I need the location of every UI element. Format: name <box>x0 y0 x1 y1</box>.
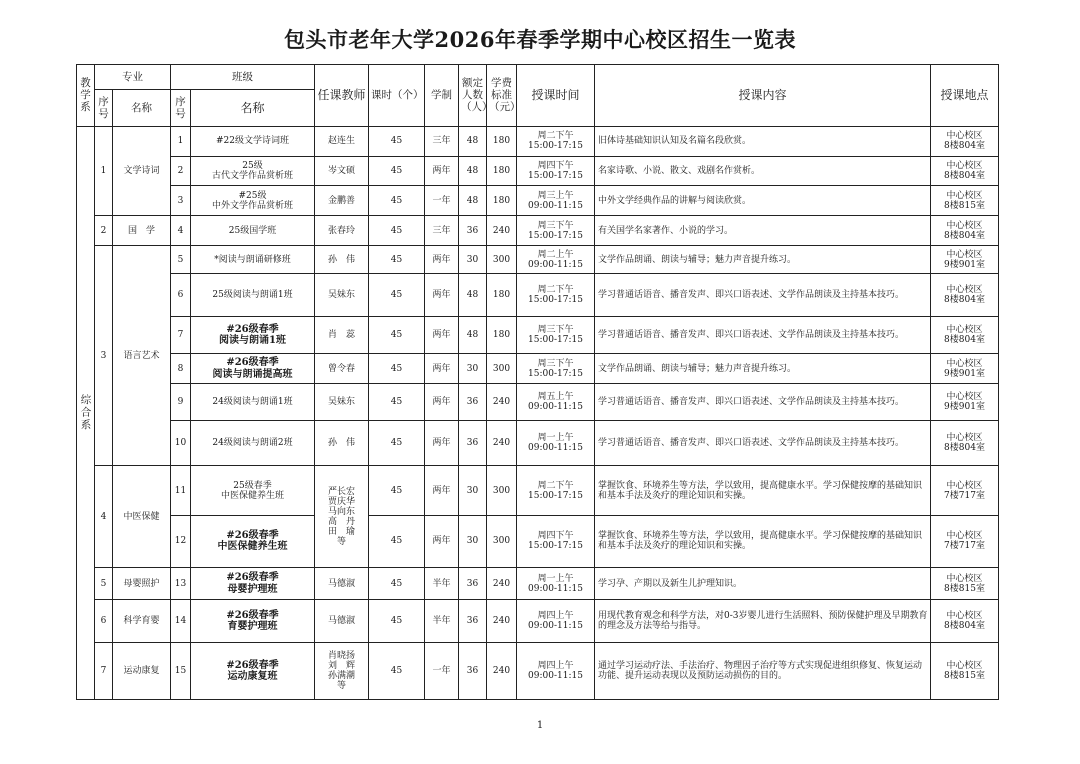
course-content: 学习普通话语音、播音发声、即兴口语表述、文学作品朗读及主持基本技巧。 <box>595 273 931 316</box>
page-title: 包头市老年大学2026年春季学期中心校区招生一览表 <box>284 27 796 52</box>
location: 中心校区 7楼717室 <box>931 515 999 567</box>
class-no: 4 <box>171 216 191 246</box>
duration: 两年 <box>425 317 459 354</box>
fee: 180 <box>487 186 517 216</box>
class-no: 5 <box>171 246 191 274</box>
fee: 240 <box>487 384 517 421</box>
fee: 300 <box>487 466 517 515</box>
major-no: 4 <box>95 466 113 568</box>
fee: 240 <box>487 216 517 246</box>
duration: 两年 <box>425 466 459 515</box>
location: 中心校区 9楼901室 <box>931 246 999 274</box>
fee: 300 <box>487 246 517 274</box>
fee: 240 <box>487 568 517 600</box>
major-name: 科学育婴 <box>113 600 171 643</box>
quota: 30 <box>459 515 487 567</box>
class-no: 1 <box>171 126 191 156</box>
location: 中心校区 8楼815室 <box>931 568 999 600</box>
table-row <box>77 421 999 466</box>
quota: 30 <box>459 246 487 274</box>
class-name: #22级文学诗词班 <box>191 126 315 156</box>
course-content: 有关国学名家著作、小说的学习。 <box>595 216 931 246</box>
major-name: 母婴照护 <box>113 568 171 600</box>
class-time: 周一上午 09:00-11:15 <box>517 421 595 466</box>
header-class-name: 名称 <box>191 89 315 126</box>
header-major: 专业 <box>95 65 171 90</box>
teacher: 肖晓扬 刘 辉 孙满潮 等 <box>315 643 369 700</box>
duration: 三年 <box>425 126 459 156</box>
table-row <box>77 568 999 600</box>
quota: 48 <box>459 317 487 354</box>
header-quota: 额定人数（人） <box>459 65 487 127</box>
hours: 45 <box>369 216 425 246</box>
major-name: 中医保健 <box>113 466 171 568</box>
major-no: 6 <box>95 600 113 643</box>
class-time: 周二下午 15:00-17:15 <box>517 126 595 156</box>
hours: 45 <box>369 466 425 515</box>
table-row <box>77 354 999 384</box>
table-row <box>77 600 999 643</box>
table-row <box>77 515 999 567</box>
teacher: 马德淑 <box>315 600 369 643</box>
class-time: 周二下午 15:00-17:15 <box>517 273 595 316</box>
class-name: #26级春季 阅读与朗诵提高班 <box>191 354 315 384</box>
class-time: 周四下午 15:00-17:15 <box>517 156 595 186</box>
table-row <box>77 216 999 246</box>
duration: 半年 <box>425 568 459 600</box>
hours: 45 <box>369 186 425 216</box>
quota: 48 <box>459 126 487 156</box>
class-name: #25级 中外文学作品赏析班 <box>191 186 315 216</box>
duration: 两年 <box>425 354 459 384</box>
location: 中心校区 8楼815室 <box>931 186 999 216</box>
hours: 45 <box>369 273 425 316</box>
class-no: 14 <box>171 600 191 643</box>
location: 中心校区 8楼804室 <box>931 126 999 156</box>
course-content: 学习孕、产期以及新生儿护理知识。 <box>595 568 931 600</box>
table-row <box>77 384 999 421</box>
class-name: *阅读与朗诵研修班 <box>191 246 315 274</box>
class-name: #26级春季 运动康复班 <box>191 643 315 700</box>
quota: 36 <box>459 568 487 600</box>
duration: 两年 <box>425 273 459 316</box>
hours: 45 <box>369 421 425 466</box>
course-content: 文学作品朗诵、朗读与辅导；魅力声音提升练习。 <box>595 246 931 274</box>
class-name: 24级阅读与朗诵1班 <box>191 384 315 421</box>
location: 中心校区 7楼717室 <box>931 466 999 515</box>
page-number: 1 <box>536 720 544 731</box>
header-fee: 学费标准（元） <box>487 65 517 127</box>
header-major-no: 序号 <box>95 89 113 126</box>
class-no: 12 <box>171 515 191 567</box>
teacher: 孙 伟 <box>315 246 369 274</box>
course-content: 学习普通话语音、播音发声、即兴口语表述、文学作品朗读及主持基本技巧。 <box>595 384 931 421</box>
hours: 45 <box>369 600 425 643</box>
class-time: 周三下午 15:00-17:15 <box>517 354 595 384</box>
class-time: 周三下午 15:00-17:15 <box>517 317 595 354</box>
duration: 半年 <box>425 600 459 643</box>
teacher: 赵连生 <box>315 126 369 156</box>
hours: 45 <box>369 354 425 384</box>
location: 中心校区 8楼815室 <box>931 643 999 700</box>
header-major-name: 名称 <box>113 89 171 126</box>
duration: 一年 <box>425 186 459 216</box>
location: 中心校区 8楼804室 <box>931 600 999 643</box>
major-name: 语言艺术 <box>113 246 171 466</box>
teacher: 吴妹东 <box>315 273 369 316</box>
teacher: 金鹏善 <box>315 186 369 216</box>
course-content: 学习普通话语音、播音发声、即兴口语表述、文学作品朗读及主持基本技巧。 <box>595 421 931 466</box>
class-time: 周三上午 09:00-11:15 <box>517 186 595 216</box>
header-content: 授课内容 <box>595 65 931 127</box>
location: 中心校区 8楼804室 <box>931 216 999 246</box>
major-no: 2 <box>95 216 113 246</box>
fee: 180 <box>487 273 517 316</box>
quota: 48 <box>459 186 487 216</box>
table-row <box>77 273 999 316</box>
class-no: 2 <box>171 156 191 186</box>
hours: 45 <box>369 246 425 274</box>
teacher: 曾令春 <box>315 354 369 384</box>
course-content: 掌握饮食、环境养生等方法，学以致用，提高健康水平。学习保健按摩的基础知识和基本手法及灸疗的理论知识和实操。 <box>595 466 931 515</box>
class-name: #26级春季 育婴护理班 <box>191 600 315 643</box>
class-no: 9 <box>171 384 191 421</box>
teacher: 孙 伟 <box>315 421 369 466</box>
class-time: 周二下午 15:00-17:15 <box>517 466 595 515</box>
header-teacher: 任课教师 <box>315 65 369 127</box>
class-time: 周四上午 09:00-11:15 <box>517 600 595 643</box>
quota: 36 <box>459 216 487 246</box>
department-cell: 综合系 <box>77 126 95 699</box>
class-no: 6 <box>171 273 191 316</box>
class-no: 10 <box>171 421 191 466</box>
major-no: 5 <box>95 568 113 600</box>
location: 中心校区 8楼804室 <box>931 317 999 354</box>
quota: 36 <box>459 643 487 700</box>
quota: 36 <box>459 384 487 421</box>
duration: 三年 <box>425 216 459 246</box>
header-time: 授课时间 <box>517 65 595 127</box>
major-name: 文学诗词 <box>113 126 171 216</box>
class-no: 8 <box>171 354 191 384</box>
duration: 一年 <box>425 643 459 700</box>
quota: 48 <box>459 273 487 316</box>
location: 中心校区 9楼901室 <box>931 384 999 421</box>
class-time: 周五上午 09:00-11:15 <box>517 384 595 421</box>
course-content: 中外文学经典作品的讲解与阅读欣赏。 <box>595 186 931 216</box>
header-location: 授课地点 <box>931 65 999 127</box>
class-name: 25级阅读与朗诵1班 <box>191 273 315 316</box>
location: 中心校区 8楼804室 <box>931 421 999 466</box>
course-content: 通过学习运动疗法、手法治疗、物理因子治疗等方式实现促进组织修复、恢复运动功能、提升运动表现以及预防运动损伤的目的。 <box>595 643 931 700</box>
class-name: 25级春季 中医保健养生班 <box>191 466 315 515</box>
major-no: 3 <box>95 246 113 466</box>
quota: 30 <box>459 354 487 384</box>
table-row <box>77 186 999 216</box>
enrollment-table <box>76 64 999 700</box>
fee: 180 <box>487 317 517 354</box>
hours: 45 <box>369 317 425 354</box>
fee: 240 <box>487 421 517 466</box>
header-dept: 教学系 <box>77 65 95 127</box>
duration: 两年 <box>425 156 459 186</box>
duration: 两年 <box>425 246 459 274</box>
teacher: 严长宏 贾庆华 马向东 高 丹 田 瑜 等 <box>315 466 369 568</box>
quota: 30 <box>459 466 487 515</box>
class-time: 周四上午 09:00-11:15 <box>517 643 595 700</box>
hours: 45 <box>369 126 425 156</box>
class-name: 25级国学班 <box>191 216 315 246</box>
class-time: 周一上午 09:00-11:15 <box>517 568 595 600</box>
class-name: #26级春季 阅读与朗诵1班 <box>191 317 315 354</box>
table-row <box>77 246 999 274</box>
table-row <box>77 643 999 700</box>
location: 中心校区 9楼901室 <box>931 354 999 384</box>
fee: 180 <box>487 126 517 156</box>
header-class-no: 序号 <box>171 89 191 126</box>
header-row-top <box>77 65 999 90</box>
major-name: 国 学 <box>113 216 171 246</box>
table-row <box>77 156 999 186</box>
duration: 两年 <box>425 515 459 567</box>
class-name: #26级春季 中医保健养生班 <box>191 515 315 567</box>
quota: 36 <box>459 600 487 643</box>
course-content: 名家诗歌、小说、散文、戏剧名作赏析。 <box>595 156 931 186</box>
table-row <box>77 126 999 156</box>
hours: 45 <box>369 515 425 567</box>
course-content: 旧体诗基础知识认知及名篇名段欣赏。 <box>595 126 931 156</box>
teacher: 张春玲 <box>315 216 369 246</box>
duration: 两年 <box>425 421 459 466</box>
class-no: 13 <box>171 568 191 600</box>
fee: 240 <box>487 643 517 700</box>
class-name: 25级 古代文学作品赏析班 <box>191 156 315 186</box>
header-hours: 课时（个） <box>369 65 425 127</box>
course-content: 用现代教育观念和科学方法，对0-3岁婴儿进行生活照料、预防保健护理及早期教育的理念及方法等给与指导。 <box>595 600 931 643</box>
class-no: 3 <box>171 186 191 216</box>
location: 中心校区 8楼804室 <box>931 273 999 316</box>
class-time: 周四下午 15:00-17:15 <box>517 515 595 567</box>
teacher: 吴妹东 <box>315 384 369 421</box>
class-time: 周三下午 15:00-17:15 <box>517 216 595 246</box>
fee: 180 <box>487 156 517 186</box>
quota: 36 <box>459 421 487 466</box>
fee: 300 <box>487 354 517 384</box>
class-name: #26级春季 母婴护理班 <box>191 568 315 600</box>
teacher: 马德淑 <box>315 568 369 600</box>
table-row <box>77 317 999 354</box>
class-name: 24级阅读与朗诵2班 <box>191 421 315 466</box>
table-row <box>77 466 999 515</box>
teacher: 岑文硕 <box>315 156 369 186</box>
hours: 45 <box>369 568 425 600</box>
duration: 两年 <box>425 384 459 421</box>
location: 中心校区 8楼804室 <box>931 156 999 186</box>
major-name: 运动康复 <box>113 643 171 700</box>
fee: 240 <box>487 600 517 643</box>
hours: 45 <box>369 384 425 421</box>
major-no: 7 <box>95 643 113 700</box>
hours: 45 <box>369 643 425 700</box>
teacher: 肖 蕊 <box>315 317 369 354</box>
hours: 45 <box>369 156 425 186</box>
major-no: 1 <box>95 126 113 216</box>
class-time: 周二上午 09:00-11:15 <box>517 246 595 274</box>
class-no: 7 <box>171 317 191 354</box>
course-content: 掌握饮食、环境养生等方法，学以致用，提高健康水平。学习保健按摩的基础知识和基本手法及灸疗的理论知识和实操。 <box>595 515 931 567</box>
course-content: 文学作品朗诵、朗读与辅导；魅力声音提升练习。 <box>595 354 931 384</box>
class-no: 15 <box>171 643 191 700</box>
course-content: 学习普通话语音、播音发声、即兴口语表述、文学作品朗读及主持基本技巧。 <box>595 317 931 354</box>
quota: 48 <box>459 156 487 186</box>
fee: 300 <box>487 515 517 567</box>
header-duration: 学制 <box>425 65 459 127</box>
class-no: 11 <box>171 466 191 515</box>
header-class: 班级 <box>171 65 315 90</box>
